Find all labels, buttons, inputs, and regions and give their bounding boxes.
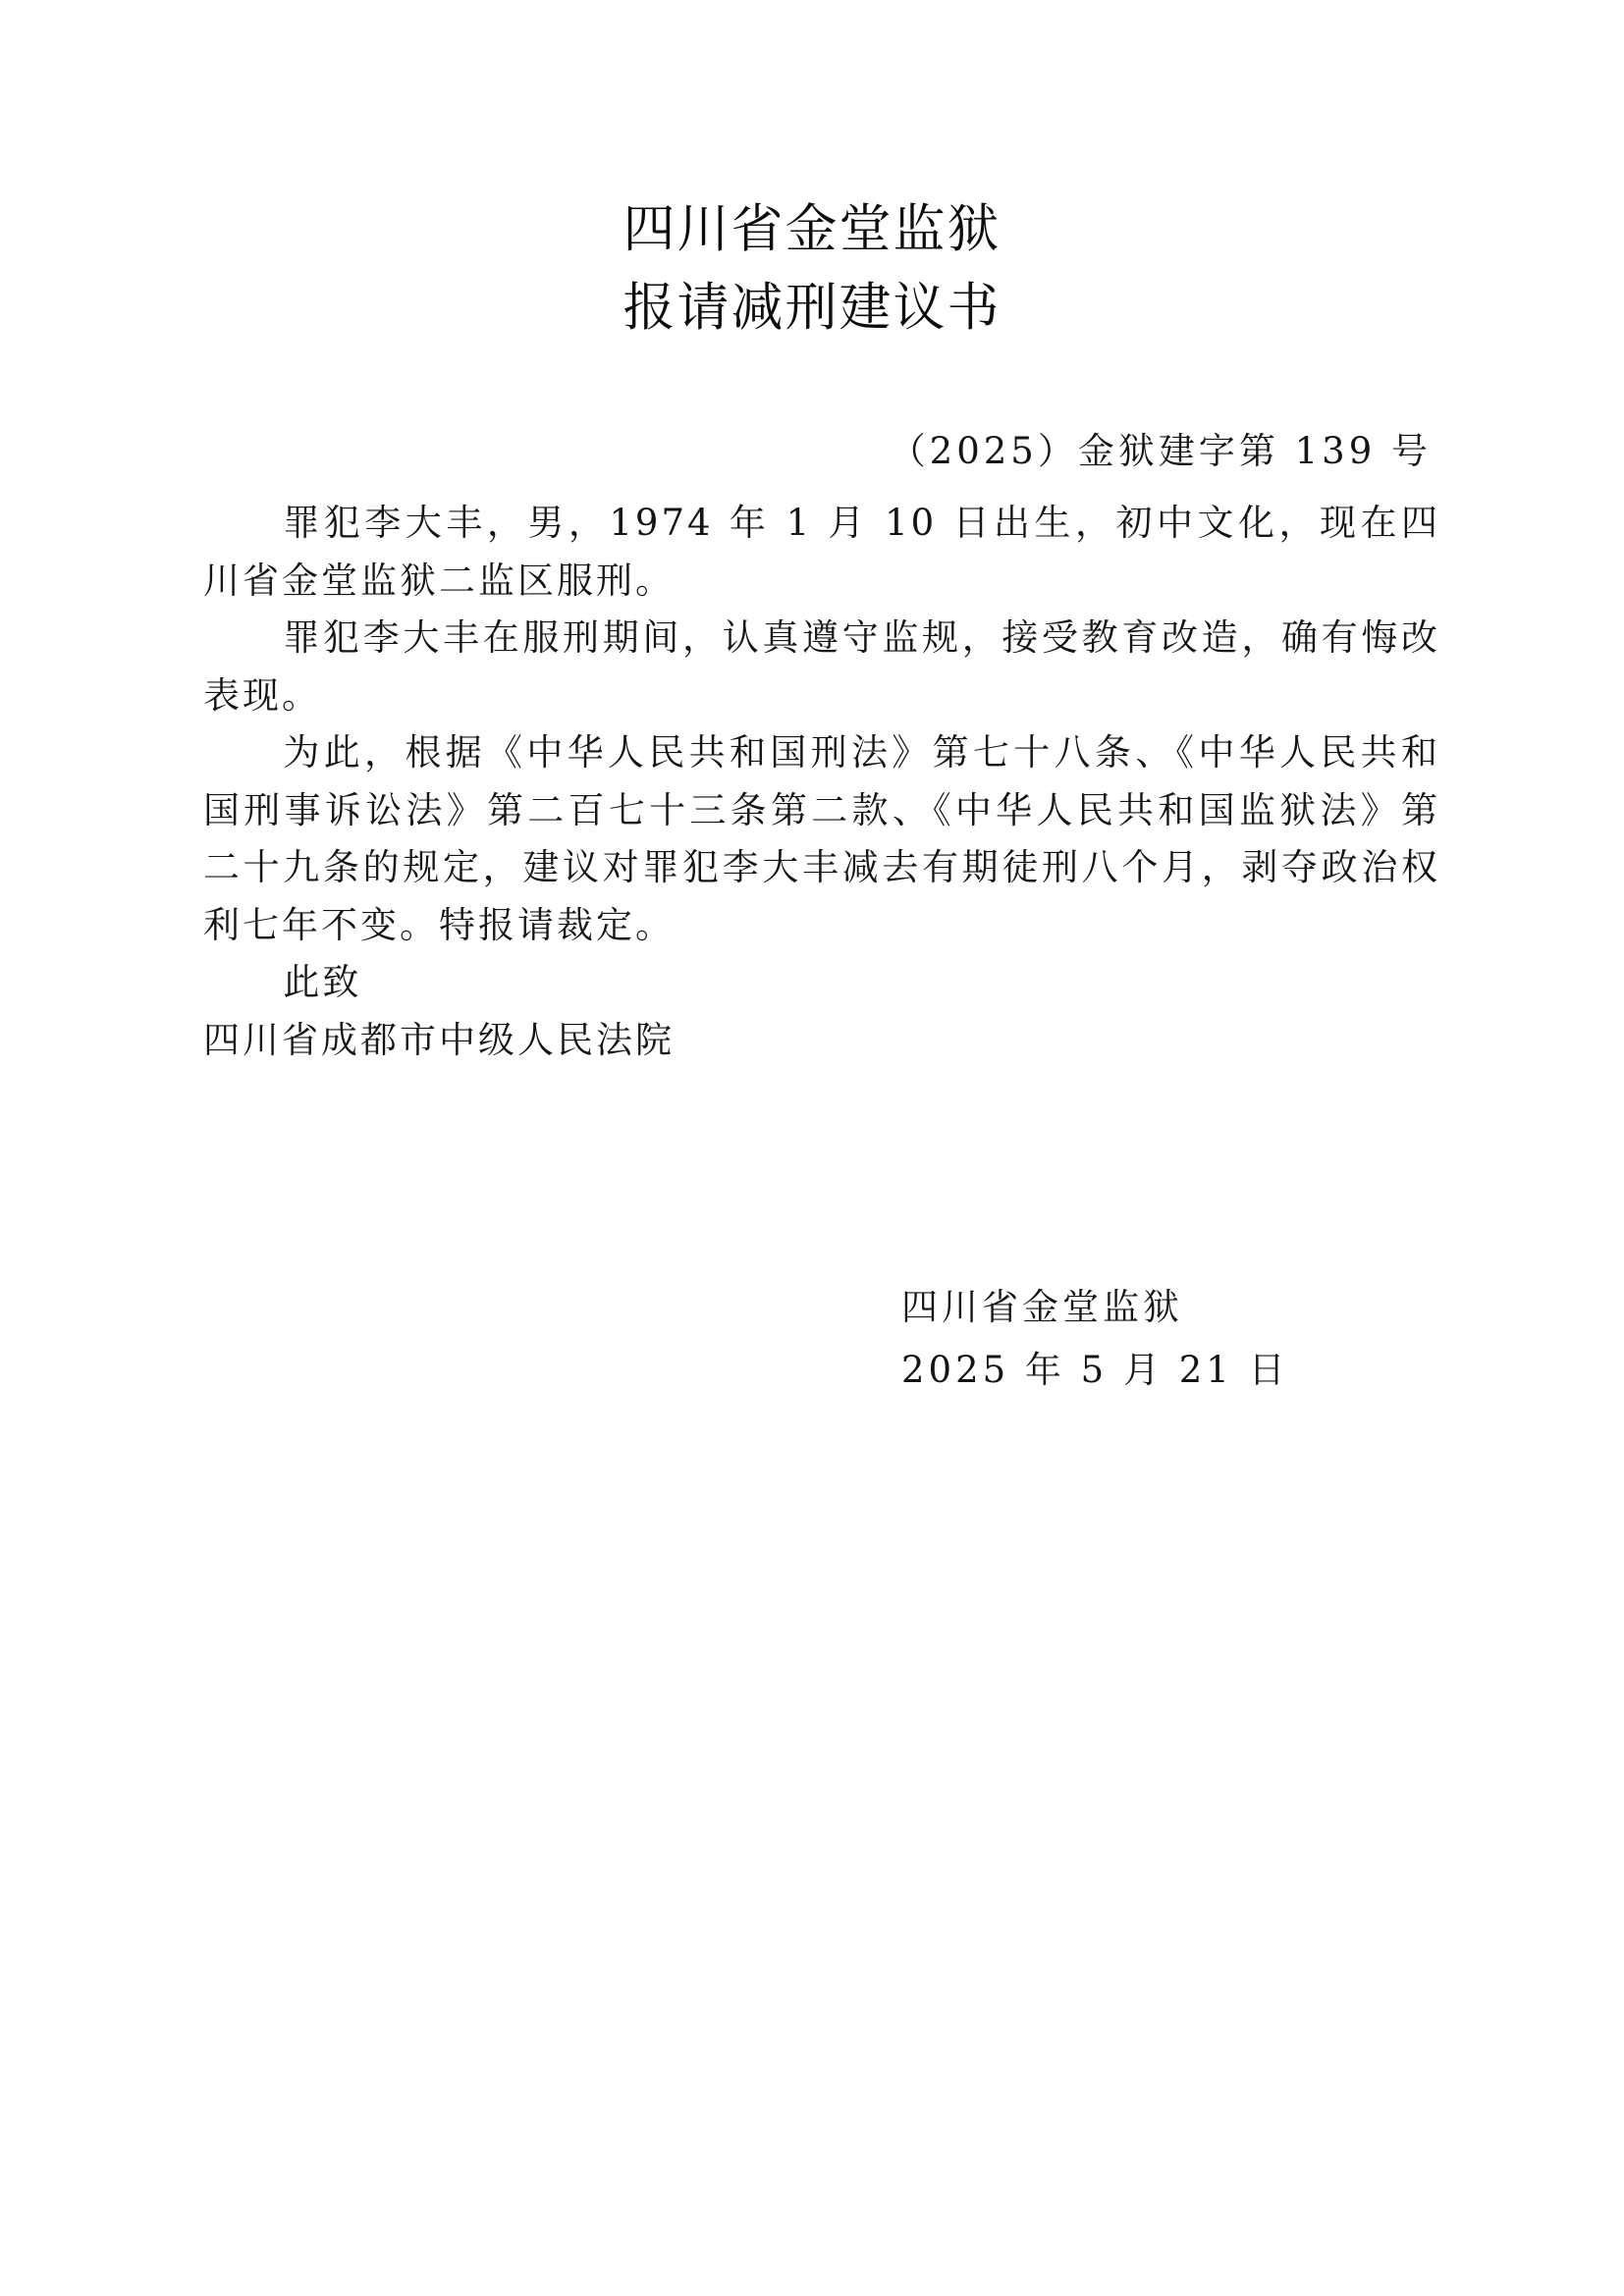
signature-block <box>901 1276 1289 1402</box>
signature-date: 2025 年 5 月 21 日 <box>901 1349 1289 1391</box>
title-line-1: 四川省金堂监狱 <box>623 199 1001 259</box>
salutation: 此致 <box>283 961 362 1003</box>
paragraph-conduct: 罪犯李大丰在服刑期间，认真遵守监规，接受教育改造，确有悔改表现。 <box>203 616 1440 717</box>
document-body <box>203 495 1440 1069</box>
title-line-2: 报请减刑建议书 <box>623 278 1001 338</box>
recipient-court: 四川省成都市中级人民法院 <box>203 1018 675 1061</box>
document-number: （2025）金狱建字第 139 号 <box>889 430 1432 472</box>
paragraph-recommendation: 为此，根据《中华人民共和国刑法》第七十八条、《中华人民共和国刑事诉讼法》第二百七十三条第二款、《中华人民共和国监狱法》第二十九条的规定，建议对罪犯李大丰减去有期徒刑八个月，剥夺政治权利七年不变。特报请裁定。 <box>203 731 1440 946</box>
paragraph-inmate-info: 罪犯李大丰，男，1974 年 1 月 10 日出生，初中文化，现在四川省金堂监狱二监区服刑。 <box>203 502 1440 602</box>
signature-organization: 四川省金堂监狱 <box>901 1286 1183 1328</box>
